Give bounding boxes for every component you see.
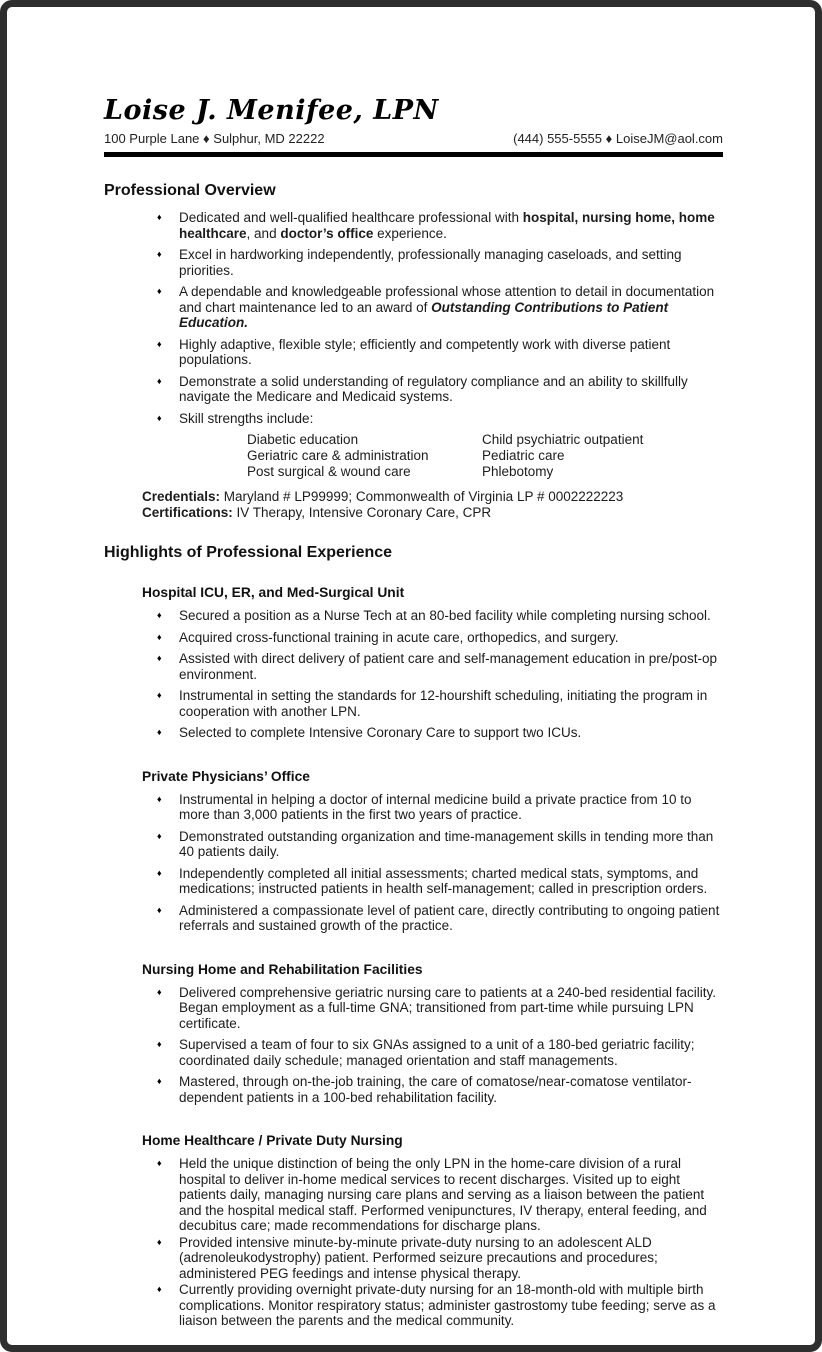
bullet-text: Acquired cross-functional training in acute care, orthopedics, and surgery.	[179, 629, 619, 645]
diamond-bullet-icon: ♦	[157, 375, 162, 386]
skill-item: Pediatric care	[482, 448, 565, 463]
experience-heading: Highlights of Professional Experience	[104, 544, 393, 561]
certifications-value: IV Therapy, Intensive Coronary Care, CPR	[232, 504, 492, 520]
experience-bullet	[104, 866, 723, 897]
subsection-title: Hospital ICU, ER, and Med-Surgical Unit	[142, 585, 405, 600]
contact-row	[104, 131, 723, 147]
overview-bullet-list	[104, 210, 723, 426]
header-rule	[104, 152, 723, 157]
experience-bullet	[104, 630, 723, 646]
diamond-bullet-icon: ♦	[157, 867, 162, 878]
experience-subsection-hospital	[104, 585, 723, 741]
experience-bullet	[104, 903, 723, 934]
diamond-bullet-icon: ♦	[157, 653, 162, 663]
bullet-text: Delivered comprehensive geriatric nursing care to patients at a 240-bed residential facility. Began employment as a full-time GNA; transitioned from part-time while pursuing LPN certificate.	[179, 984, 717, 1031]
bullet-text: Highly adaptive, flexible style; efficiently and competently work with diverse patient populations.	[179, 336, 671, 367]
bullet-text: Provided intensive minute-by-minute private-duty nursing to an adolescent ALD (adrenoleukodystrophy) patient. Performed seizure precautions and procedures; administered PEG feedings and intense physical therapy.	[179, 1234, 658, 1281]
bullet-text: Supervised a team of four to six GNAs assigned to a unit of a 180-bed geriatric facility; coordinated daily schedule; managed orientation and staff managements.	[179, 1037, 695, 1068]
experience-bullet	[104, 792, 723, 823]
diamond-bullet-icon: ♦	[157, 727, 162, 737]
subsection-bullet-list	[104, 1156, 723, 1329]
subsection-bullet-list	[104, 792, 723, 934]
certifications-line	[142, 505, 723, 521]
diamond-bullet-icon: ♦	[157, 1158, 162, 1168]
phone-email-line: (444) 555-5555 ♦ LoiseJM@aol.com	[513, 131, 723, 146]
bullet-text: Demonstrate a solid understanding of regulatory compliance and an ability to skillfully navigate the Medicare and Medicaid systems.	[179, 373, 688, 404]
resume-header	[104, 95, 723, 157]
subsection-bullet-list	[104, 608, 723, 741]
subsection-title: Nursing Home and Rehabilitation Facilities	[142, 961, 423, 977]
overview-bullet	[104, 374, 723, 405]
skills-column-left	[247, 432, 482, 480]
skills-column-right	[482, 432, 723, 480]
bullet-text: Independently completed all initial assessments; charted medical stats, symptoms, and medications; instructed patients in health self-management; called in prescription orders.	[179, 865, 708, 896]
diamond-bullet-icon: ♦	[157, 1236, 162, 1247]
experience-bullet	[104, 1037, 723, 1068]
diamond-bullet-icon: ♦	[157, 610, 162, 620]
experience-bullet	[104, 725, 723, 741]
bullet-text: Dedicated and well-qualified healthcare professional with hospital, nursing home, home healthcare, and doctor’s office experience.	[179, 210, 715, 241]
bullet-text: Instrumental in setting the standards for 12-hourshift scheduling, initiating the program in cooperation with another LPN.	[179, 688, 708, 719]
diamond-bullet-icon: ♦	[157, 793, 162, 804]
bullet-text: Selected to complete Intensive Coronary Care to support two ICUs.	[179, 725, 582, 740]
certifications-label: Certifications:	[142, 504, 233, 520]
overview-bullet	[104, 210, 723, 241]
experience-bullet	[104, 651, 723, 682]
diamond-bullet-icon: ♦	[157, 690, 162, 700]
credentials-value: Maryland # LP99999; Commonwealth of Virginia LP # 0002222223	[220, 489, 624, 504]
bullet-text: Instrumental in helping a doctor of internal medicine build a private practice from 10 to more than 3,000 patients in the first two years of practice.	[179, 791, 692, 822]
diamond-bullet-icon: ♦	[157, 986, 162, 997]
bullet-text: Mastered, through on-the-job training, the care of comatose/near-comatose ventilator-dependent patients in a 100-bed rehabilitation facility.	[179, 1074, 692, 1105]
overview-bullet	[104, 337, 723, 368]
experience-bullet	[104, 1235, 723, 1282]
subsection-bullet-list	[104, 985, 723, 1106]
bullet-text: Administered a compassionate level of patient care, directly contributing to ongoing patient referrals and sustained growth of the practice.	[179, 902, 720, 933]
experience-bullet	[104, 1156, 723, 1234]
diamond-bullet-icon: ♦	[157, 1039, 162, 1049]
diamond-bullet-icon: ♦	[157, 631, 162, 642]
experience-bullet	[104, 829, 723, 860]
address-line: 100 Purple Lane ♦ Sulphur, MD 22222	[104, 131, 325, 146]
bullet-text: Assisted with direct delivery of patient care and self-management education in pre/post-op environment.	[179, 651, 718, 682]
diamond-bullet-icon: ♦	[157, 412, 162, 423]
credentials-line	[142, 489, 723, 505]
experience-bullet	[104, 688, 723, 719]
experience-bullet	[104, 1282, 723, 1329]
skill-strengths-columns	[247, 432, 723, 480]
diamond-bullet-icon: ♦	[157, 249, 162, 259]
bullet-text: Skill strengths include:	[179, 410, 314, 426]
bullet-text: Currently providing overnight private-duty nursing for an 18-month-old with multiple birth complications. Monitor respiratory status; administer gastrostomy tube feeding; serve as a liaison between the parents and the medical community.	[179, 1282, 716, 1328]
resume-content	[7, 7, 815, 1329]
diamond-bullet-icon: ♦	[157, 212, 162, 222]
bullet-text: Secured a position as a Nurse Tech at an 80-bed facility while completing nursing school.	[179, 608, 711, 623]
skill-item: Phlebotomy	[482, 464, 554, 479]
person-name: Loise J. Menifee, LPN	[104, 95, 439, 126]
diamond-bullet-icon: ♦	[157, 338, 162, 349]
credentials-block	[142, 489, 723, 520]
diamond-bullet-icon: ♦	[157, 286, 162, 296]
subsection-title: Home Healthcare / Private Duty Nursing	[142, 1133, 403, 1148]
subsection-title: Private Physicians’ Office	[142, 768, 310, 784]
diamond-bullet-icon: ♦	[157, 1284, 162, 1294]
experience-subsection-physicians-office	[104, 769, 723, 934]
diamond-bullet-icon: ♦	[157, 830, 162, 841]
experience-bullet	[104, 608, 723, 624]
experience-bullet	[104, 1074, 723, 1105]
experience-bullet	[104, 985, 723, 1032]
overview-heading: Professional Overview	[104, 182, 276, 199]
experience-subsection-home-healthcare	[104, 1133, 723, 1329]
bullet-text: Held the unique distinction of being the only LPN in the home-care division of a rural hospital to deliver in-home medical services to recent discharges. Visited up to eight patients daily, managing nursing care plans and serving as a liaison between the patient and the hospital medical staff. Performed venipunctures, IV therapy, enteral feeding, and decubitus care; made recommendations for discharge plans.	[179, 1156, 707, 1233]
skill-item: Diabetic education	[247, 432, 359, 447]
section-professional-overview	[104, 182, 723, 520]
experience-subsection-nursing-home	[104, 962, 723, 1106]
bullet-text: Demonstrated outstanding organization and time-management skills in tending more than 40 patients daily.	[179, 828, 714, 859]
credentials-label: Credentials:	[142, 489, 221, 504]
section-experience	[104, 544, 723, 1329]
diamond-bullet-icon: ♦	[157, 904, 162, 915]
bullet-text: A dependable and knowledgeable professional whose attention to detail in documentation and chart maintenance led to an award of Outstanding Contributions to Patient Education.	[179, 284, 715, 330]
bullet-text: Excel in hardworking independently, professionally managing caseloads, and setting priorities.	[179, 247, 682, 278]
overview-bullet	[104, 284, 723, 331]
skill-item: Geriatric care & administration	[247, 448, 429, 463]
diamond-bullet-icon: ♦	[157, 1076, 162, 1086]
skill-item: Post surgical & wound care	[247, 464, 411, 479]
overview-bullet	[104, 411, 723, 427]
skill-item: Child psychiatric outpatient	[482, 432, 644, 447]
overview-bullet	[104, 247, 723, 278]
